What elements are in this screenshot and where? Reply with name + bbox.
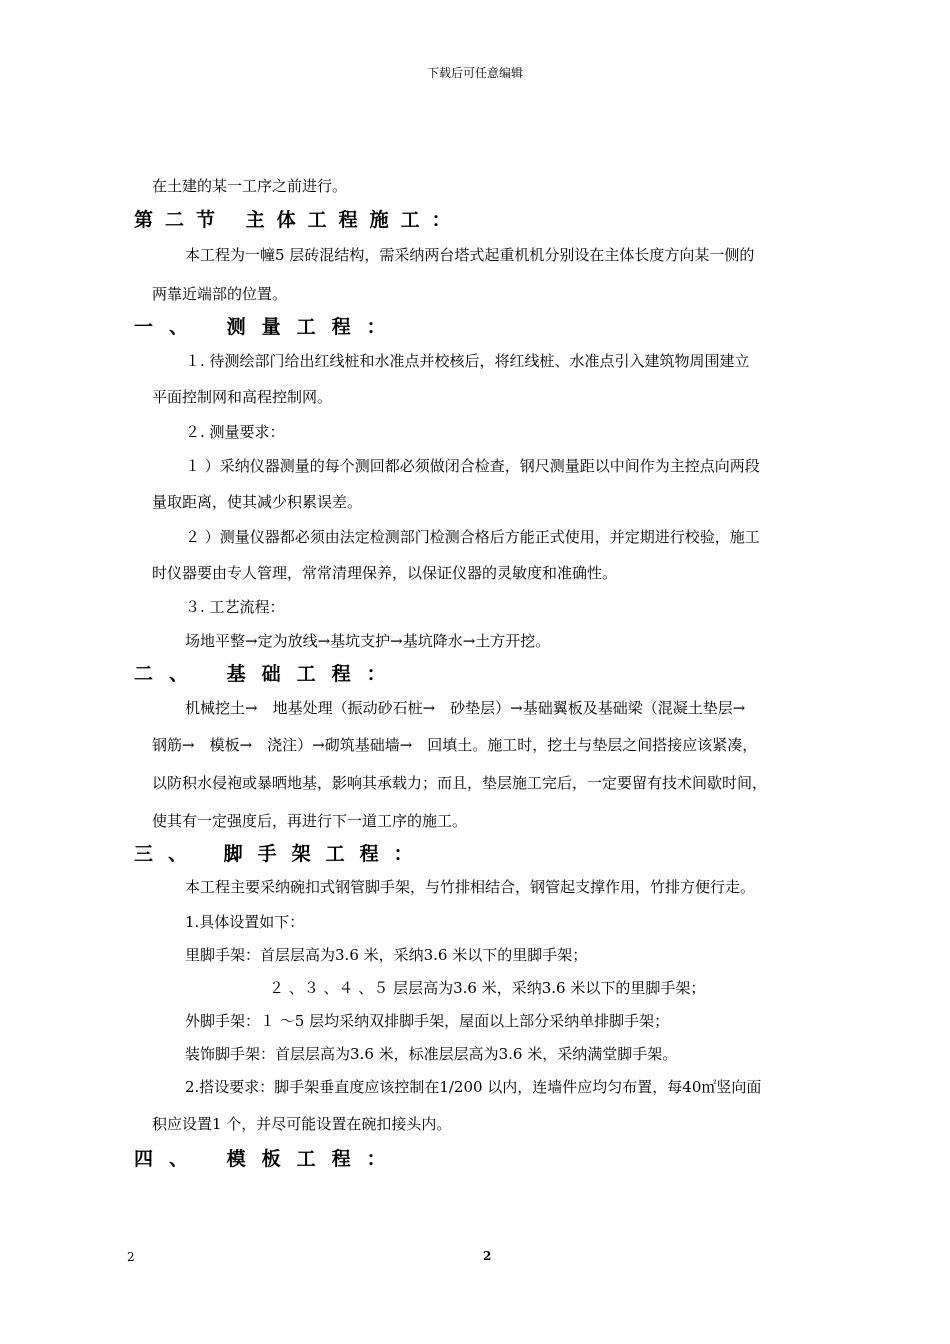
- footer-page-number-left: 2: [127, 1250, 135, 1264]
- body-text-line: ３. 工艺流程：: [185, 598, 285, 616]
- body-text-line: 场地平整→定为放线→基坑支护→基坑降水→土方开挖。: [185, 632, 551, 650]
- page-header: 下载后可任意编辑: [426, 66, 523, 80]
- body-text-line: ２ ）测量仪器都必须由法定检测部门检测合格后方能正式使用，并定期进行校验，施工: [185, 528, 760, 546]
- body-text-line: 装饰脚手架：首层层高为3.6 米，标准层层高为3.6 米，采纳满堂脚手架。: [185, 1045, 678, 1063]
- body-text-line: ２ 、３ 、４ 、５ 层层高为3.6 米，采纳3.6 米以下的里脚手架；: [269, 979, 706, 997]
- body-text-line: 时仪器要由专人管理，常常清理保养，以保证仪器的灵敏度和准确性。: [152, 564, 618, 582]
- body-text-line: 本工程主要采纳碗扣式钢管脚手架，与竹排相结合，钢管起支撑作用，竹排方便行走。: [185, 878, 756, 896]
- section-heading: 三、 脚手架工程：: [134, 843, 428, 865]
- body-text-line: 平面控制网和高程控制网。: [152, 388, 333, 406]
- body-text-line: 在土建的某一工序之前进行。: [152, 177, 348, 195]
- body-text-line: １ ）采纳仪器测量的每个测回都必须做闭合检查，钢尺测量距以中间作为主控点向两段: [185, 457, 760, 475]
- body-text-line: 外脚手架：１ ～5 层均采纳双排脚手架，屋面以上部分采纳单排脚手架；: [185, 1012, 670, 1030]
- section-heading: 第二节 主体工程施工：: [134, 209, 463, 231]
- body-text-line: 量取距离，使其减少积累误差。: [152, 493, 363, 511]
- body-text-line: 1.具体设置如下：: [185, 913, 305, 931]
- body-text-line: 两靠近端部的位置。: [152, 285, 288, 303]
- body-text-line: 机械挖土→ 地基处理（振动砂石桩→ 砂垫层）→基础翼板及基础梁（混凝土垫层→: [185, 699, 746, 717]
- body-text-line: 使其有一定强度后，再进行下一道工序的施工。: [152, 812, 468, 830]
- section-heading: 一、 测量工程：: [134, 316, 402, 338]
- body-text-line: 里脚手架：首层层高为3.6 米，采纳3.6 米以下的里脚手架；: [185, 946, 588, 964]
- section-heading: 二、 基础工程：: [134, 663, 402, 685]
- body-text-line: 以防积水侵袍或暴晒地基，影响其承载力；而且，垫层施工完后，一定要留有技术间歇时间，: [152, 774, 768, 792]
- footer-page-number-center: 2: [483, 1249, 492, 1263]
- body-text-line: 2.搭设要求：脚手架垂直度应该控制在1/200 以内，连墙件应均匀布置，每40㎡竖向面: [185, 1078, 762, 1096]
- body-text-line: ２. 测量要求：: [185, 423, 285, 441]
- body-text-line: 本工程为一幢5 层砖混结构，需采纳两台塔式起重机机分别设在主体长度方向某一侧的: [185, 246, 755, 264]
- body-text-line: １. 待测绘部门给出红线桩和水准点并校核后，将红线桩、水准点引入建筑物周围建立: [185, 352, 750, 370]
- body-text-line: 积应设置1 个，并尽可能设置在碗扣接头内。: [152, 1115, 452, 1133]
- body-text-line: 钢筋→ 模板→ 浇注）→砌筑基础墙→ 回填土。施工时，挖土与垫层之间搭接应该紧凑，: [152, 736, 758, 754]
- section-heading: 四、 模板工程：: [134, 1148, 402, 1170]
